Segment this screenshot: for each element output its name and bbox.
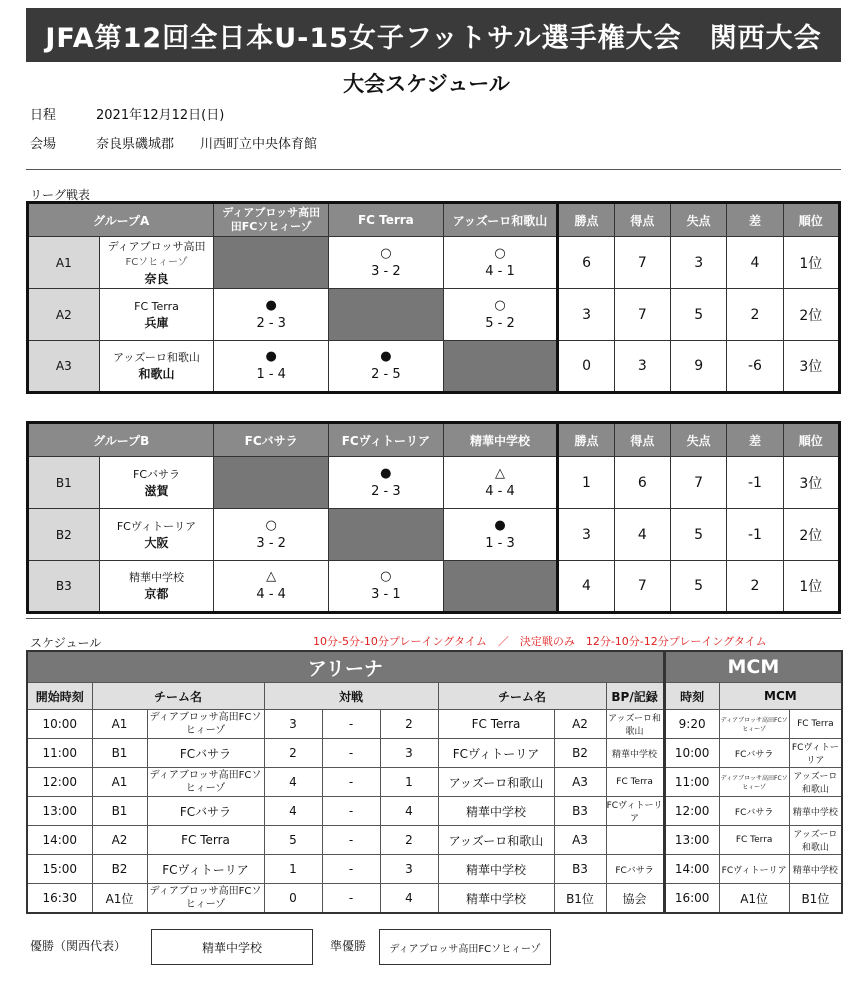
result-cell (443, 237, 558, 289)
runner-up-box (379, 929, 551, 965)
team1-id: A1 (92, 710, 147, 739)
result-cell (214, 509, 329, 561)
result-mark: △ (266, 569, 277, 584)
mcm-time: 10:00 (664, 739, 719, 768)
score-dash: - (322, 768, 380, 797)
mcm-time-header: 時刻 (664, 683, 719, 710)
score1: 1 (264, 855, 322, 884)
score2: 2 (380, 826, 438, 855)
team-cell (99, 457, 214, 509)
bp-record: FCヴィトーリア (606, 797, 664, 826)
mcm-team2: アッズーロ和歌山 (789, 826, 842, 855)
result-score: 4 - 4 (485, 483, 515, 499)
page-subtitle: 大会スケジュール (343, 72, 510, 96)
score-dash: - (322, 884, 380, 914)
team-prefecture: 大阪 (144, 535, 169, 550)
team1-name: ディアブロッサ高田FCソヒィーゾ (147, 768, 264, 797)
page-title: JFA第12回全日本U-15女子フットサル選手権大会 関西大会 (26, 8, 841, 62)
runner-up-label: 準優勝 (330, 939, 367, 953)
stat-value: 3位 (783, 457, 839, 509)
bp-record: FC Terra (606, 768, 664, 797)
start-time: 14:00 (27, 826, 92, 855)
stat-value: 7 (614, 561, 670, 613)
result-mark: ● (265, 297, 277, 313)
team1-id: A1 (92, 768, 147, 797)
score1: 2 (264, 739, 322, 768)
team2-name: 精華中学校 (438, 797, 554, 826)
mcm-team2: アッズーロ和歌山 (789, 768, 842, 797)
opponent-header (443, 203, 558, 237)
self-match-cell (214, 237, 329, 289)
group-header: グループA (28, 203, 214, 237)
stat-value: 2 (727, 289, 783, 341)
team-prefecture: 京都 (144, 587, 169, 601)
team-name: ディアブロッサ高田 (107, 239, 206, 253)
team-prefecture: 兵庫 (144, 315, 169, 330)
score-dash: - (322, 826, 380, 855)
table-header-row (28, 203, 840, 237)
mcm-team1: FC Terra (719, 826, 789, 855)
result-cell (443, 457, 558, 509)
score1: 4 (264, 797, 322, 826)
table-row (28, 237, 840, 289)
start-time: 12:00 (27, 768, 92, 797)
result-cell (443, 289, 558, 341)
mcm-time: 14:00 (664, 855, 719, 884)
self-match-cell (214, 457, 329, 509)
stat-value: -1 (727, 457, 783, 509)
venue-label: 会場 (30, 137, 57, 152)
stat-value: 4 (614, 509, 670, 561)
stat-header: 得点 (614, 203, 670, 237)
result-mark: ○ (380, 569, 392, 584)
result-cell (214, 561, 329, 613)
group-header: グループB (28, 423, 214, 457)
result-mark: ● (494, 517, 506, 533)
team2-name: アッズーロ和歌山 (438, 826, 554, 855)
team2-id: B1位 (554, 884, 606, 914)
stat-value: -1 (727, 509, 783, 561)
result-mark: ● (380, 465, 392, 481)
team-cell (99, 509, 214, 561)
schedule-row (27, 710, 842, 739)
team-name: FCヴィトーリア (116, 519, 197, 533)
opponent-header-line: 精華中学校 (470, 433, 531, 448)
result-score: 1 - 4 (256, 367, 286, 382)
mcm-team1: FCバサラ (719, 739, 789, 768)
team-id: B2 (28, 509, 100, 561)
result-cell (329, 561, 444, 613)
bp-record: 精華中学校 (606, 739, 664, 768)
result-score: 2 - 3 (256, 315, 286, 331)
winner-box (151, 929, 313, 965)
score-dash: - (322, 797, 380, 826)
mcm-team2: 精華中学校 (789, 797, 842, 826)
start-time: 15:00 (27, 855, 92, 884)
score2: 3 (380, 855, 438, 884)
team2-id: B3 (554, 797, 606, 826)
score2: 4 (380, 884, 438, 914)
result-mark: ○ (380, 245, 392, 261)
result-mark: ● (265, 349, 277, 364)
result-cell (214, 341, 329, 393)
score1: 4 (264, 768, 322, 797)
team-name: アッズーロ和歌山 (113, 351, 200, 364)
schedule-row (27, 797, 842, 826)
venue-line (30, 133, 317, 152)
score-dash: - (322, 739, 380, 768)
team-prefecture: 滋賀 (144, 483, 169, 498)
team2-id: A3 (554, 768, 606, 797)
opponent-header-line: FCヴィトーリア (341, 433, 430, 448)
team-id: A3 (28, 341, 100, 393)
team2-id: A3 (554, 826, 606, 855)
result-cell (214, 289, 329, 341)
stat-value: -6 (727, 341, 783, 393)
bp-record (606, 826, 664, 855)
team2-name: FC Terra (438, 710, 554, 739)
stat-value: 2位 (783, 509, 839, 561)
team-cell (99, 289, 214, 341)
mcm-title: MCM (664, 651, 842, 683)
stat-value: 6 (558, 237, 614, 289)
team1-name: ディアブロッサ高田FCソヒィーゾ (147, 884, 264, 914)
team1-id: B1 (92, 739, 147, 768)
table-row (28, 289, 840, 341)
stat-header: 順位 (783, 203, 839, 237)
team-cell (99, 341, 214, 393)
runner-up-name: ディアブロッサ高田FCソヒィーゾ (389, 943, 541, 955)
score2: 1 (380, 768, 438, 797)
team2-id: B2 (554, 739, 606, 768)
schedule-row (27, 826, 842, 855)
score2: 3 (380, 739, 438, 768)
stat-header: 得点 (614, 423, 670, 457)
stat-value: 7 (614, 237, 670, 289)
winner-label: 優勝（関西代表） (30, 939, 127, 953)
team-id: B3 (28, 561, 100, 613)
team1-name: FCバサラ (147, 797, 264, 826)
venue-value: 奈良県磯城郡 川西町立中央体育館 (96, 137, 318, 152)
result-cell (443, 509, 558, 561)
team-header-2: チーム名 (438, 683, 606, 710)
result-score: 4 - 1 (485, 263, 515, 279)
start-time: 11:00 (27, 739, 92, 768)
result-mark: △ (495, 465, 506, 481)
stat-value: 9 (671, 341, 727, 393)
divider (26, 169, 841, 170)
stat-value: 4 (558, 561, 614, 613)
mcm-team2: FC Terra (789, 710, 842, 739)
team-name: FCバサラ (133, 467, 181, 481)
stat-value: 1位 (783, 561, 839, 613)
stat-value: 2位 (783, 289, 839, 341)
stat-value: 1 (558, 457, 614, 509)
schedule-title-row (27, 651, 842, 683)
stat-header: 勝点 (558, 203, 614, 237)
team1-name: FC Terra (147, 826, 264, 855)
playing-time-note: 10分-5分-10分プレーイングタイム ／ 決定戦のみ 12分-10分-12分プレーイングタイム (313, 635, 767, 648)
group-b-table (26, 421, 841, 614)
stat-header: 失点 (671, 203, 727, 237)
mcm-header: MCM (719, 683, 842, 710)
team-prefecture: 和歌山 (138, 367, 175, 381)
stat-value: 4 (727, 237, 783, 289)
table-row (28, 509, 840, 561)
arena-title: アリーナ (27, 651, 664, 683)
league-label: リーグ戦表 (30, 188, 91, 202)
opponent-header (329, 203, 444, 237)
opponent-header-line: アッズーロ和歌山 (452, 213, 548, 228)
stat-value: 3 (558, 289, 614, 341)
mcm-team1: FCヴィトーリア (719, 855, 789, 884)
date-line (30, 104, 224, 123)
result-mark: ○ (265, 517, 277, 533)
team1-id: A2 (92, 826, 147, 855)
stat-value: 1位 (783, 237, 839, 289)
divider (26, 618, 841, 619)
start-time: 16:30 (27, 884, 92, 914)
start-time-header: 開始時刻 (27, 683, 92, 710)
score-dash: - (322, 710, 380, 739)
team2-name: 精華中学校 (438, 855, 554, 884)
self-match-cell (329, 509, 444, 561)
team2-id: B3 (554, 855, 606, 884)
result-score: 3 - 1 (371, 587, 401, 602)
result-mark: ○ (494, 297, 506, 313)
mcm-team1: ディアブロッサ高田FCソヒィーゾ (719, 768, 789, 797)
bp-record: アッズーロ和歌山 (606, 710, 664, 739)
opponent-header (443, 423, 558, 457)
team1-id: B2 (92, 855, 147, 884)
stat-header: 差 (727, 423, 783, 457)
stat-value: 6 (614, 457, 670, 509)
stat-header: 順位 (783, 423, 839, 457)
result-mark: ○ (494, 245, 506, 261)
result-mark: ● (380, 349, 392, 364)
schedule-header-row (27, 683, 842, 710)
opponent-header-line: ディアブロッサ高田 (222, 206, 321, 219)
team-header: チーム名 (92, 683, 264, 710)
schedule-row (27, 855, 842, 884)
team1-id: B1 (92, 797, 147, 826)
schedule-row (27, 884, 842, 914)
opponent-header (329, 423, 444, 457)
schedule-table (26, 650, 843, 914)
table-header-row (28, 423, 840, 457)
bp-record: 協会 (606, 884, 664, 914)
team1-name: ディアブロッサ高田FCソヒィーゾ (147, 710, 264, 739)
opponent-header (214, 423, 329, 457)
team-prefecture: 奈良 (144, 271, 169, 286)
mcm-time: 12:00 (664, 797, 719, 826)
winner-name: 精華中学校 (201, 940, 262, 955)
bp-record: FCバサラ (606, 855, 664, 884)
table-row (28, 561, 840, 613)
score2: 4 (380, 797, 438, 826)
stat-value: 3 (614, 341, 670, 393)
team-id: B1 (28, 457, 100, 509)
team2-id: A2 (554, 710, 606, 739)
team-id: A1 (28, 237, 100, 289)
date-value: 2021年12月12日(日) (96, 108, 225, 123)
mcm-time: 13:00 (664, 826, 719, 855)
table-row (28, 341, 840, 393)
opponent-header-line: FC Terra (357, 213, 414, 227)
match-header: 対戦 (264, 683, 438, 710)
stat-value: 5 (671, 289, 727, 341)
schedule-row (27, 768, 842, 797)
stat-value: 7 (614, 289, 670, 341)
stat-value: 3 (671, 237, 727, 289)
stat-value: 7 (670, 457, 726, 509)
team1-name: FCヴィトーリア (147, 855, 264, 884)
score1: 0 (264, 884, 322, 914)
mcm-time: 9:20 (664, 710, 719, 739)
mcm-team2: FCヴィトーリア (789, 739, 842, 768)
mcm-time: 11:00 (664, 768, 719, 797)
stat-value: 5 (670, 561, 726, 613)
team1-name: FCバサラ (147, 739, 264, 768)
team2-name: FCヴィトーリア (438, 739, 554, 768)
stat-header: 差 (727, 203, 783, 237)
team-name-sub: FCソヒィーゾ (125, 256, 188, 268)
stat-value: 5 (670, 509, 726, 561)
self-match-cell (443, 561, 558, 613)
stat-header: 失点 (670, 423, 726, 457)
opponent-header-line: FCバサラ (244, 433, 298, 448)
result-cell (329, 457, 444, 509)
result-cell (329, 341, 444, 393)
team-cell (99, 561, 214, 613)
team-name: 精華中学校 (129, 571, 184, 584)
result-cell (329, 237, 444, 289)
stat-value: 3位 (783, 341, 839, 393)
self-match-cell (443, 341, 558, 393)
score1: 5 (264, 826, 322, 855)
team-id: A2 (28, 289, 100, 341)
stat-value: 0 (558, 341, 614, 393)
score2: 2 (380, 710, 438, 739)
date-label: 日程 (30, 108, 57, 123)
result-score: 3 - 2 (256, 535, 286, 551)
mcm-team1: ディアブロッサ高田FCソヒィーゾ (719, 710, 789, 739)
start-time: 13:00 (27, 797, 92, 826)
bp-header: BP/記録 (606, 683, 664, 710)
start-time: 10:00 (27, 710, 92, 739)
result-score: 1 - 3 (485, 535, 515, 551)
team-name: FC Terra (134, 299, 179, 313)
mcm-team2: 精華中学校 (789, 855, 842, 884)
group-a-table (26, 201, 841, 394)
opponent-header-line: 田FCソヒィーゾ (230, 220, 312, 233)
table-row (28, 457, 840, 509)
opponent-header (214, 203, 329, 237)
team-cell (99, 237, 214, 289)
mcm-team2: B1位 (789, 884, 842, 914)
self-match-cell (329, 289, 444, 341)
result-score: 3 - 2 (371, 263, 401, 279)
stat-value: 2 (727, 561, 783, 613)
mcm-team1: FCバサラ (719, 797, 789, 826)
mcm-time: 16:00 (664, 884, 719, 914)
team1-id: A1位 (92, 884, 147, 914)
mcm-team1: A1位 (719, 884, 789, 914)
team2-name: 精華中学校 (438, 884, 554, 914)
result-score: 2 - 5 (371, 367, 401, 382)
result-score: 4 - 4 (256, 587, 286, 602)
schedule-label: スケジュール (30, 636, 102, 650)
result-score: 2 - 3 (371, 483, 401, 499)
stat-header: 勝点 (558, 423, 614, 457)
score-dash: - (322, 855, 380, 884)
schedule-row (27, 739, 842, 768)
team2-name: アッズーロ和歌山 (438, 768, 554, 797)
score1: 3 (264, 710, 322, 739)
result-score: 5 - 2 (485, 315, 515, 331)
stat-value: 3 (558, 509, 614, 561)
